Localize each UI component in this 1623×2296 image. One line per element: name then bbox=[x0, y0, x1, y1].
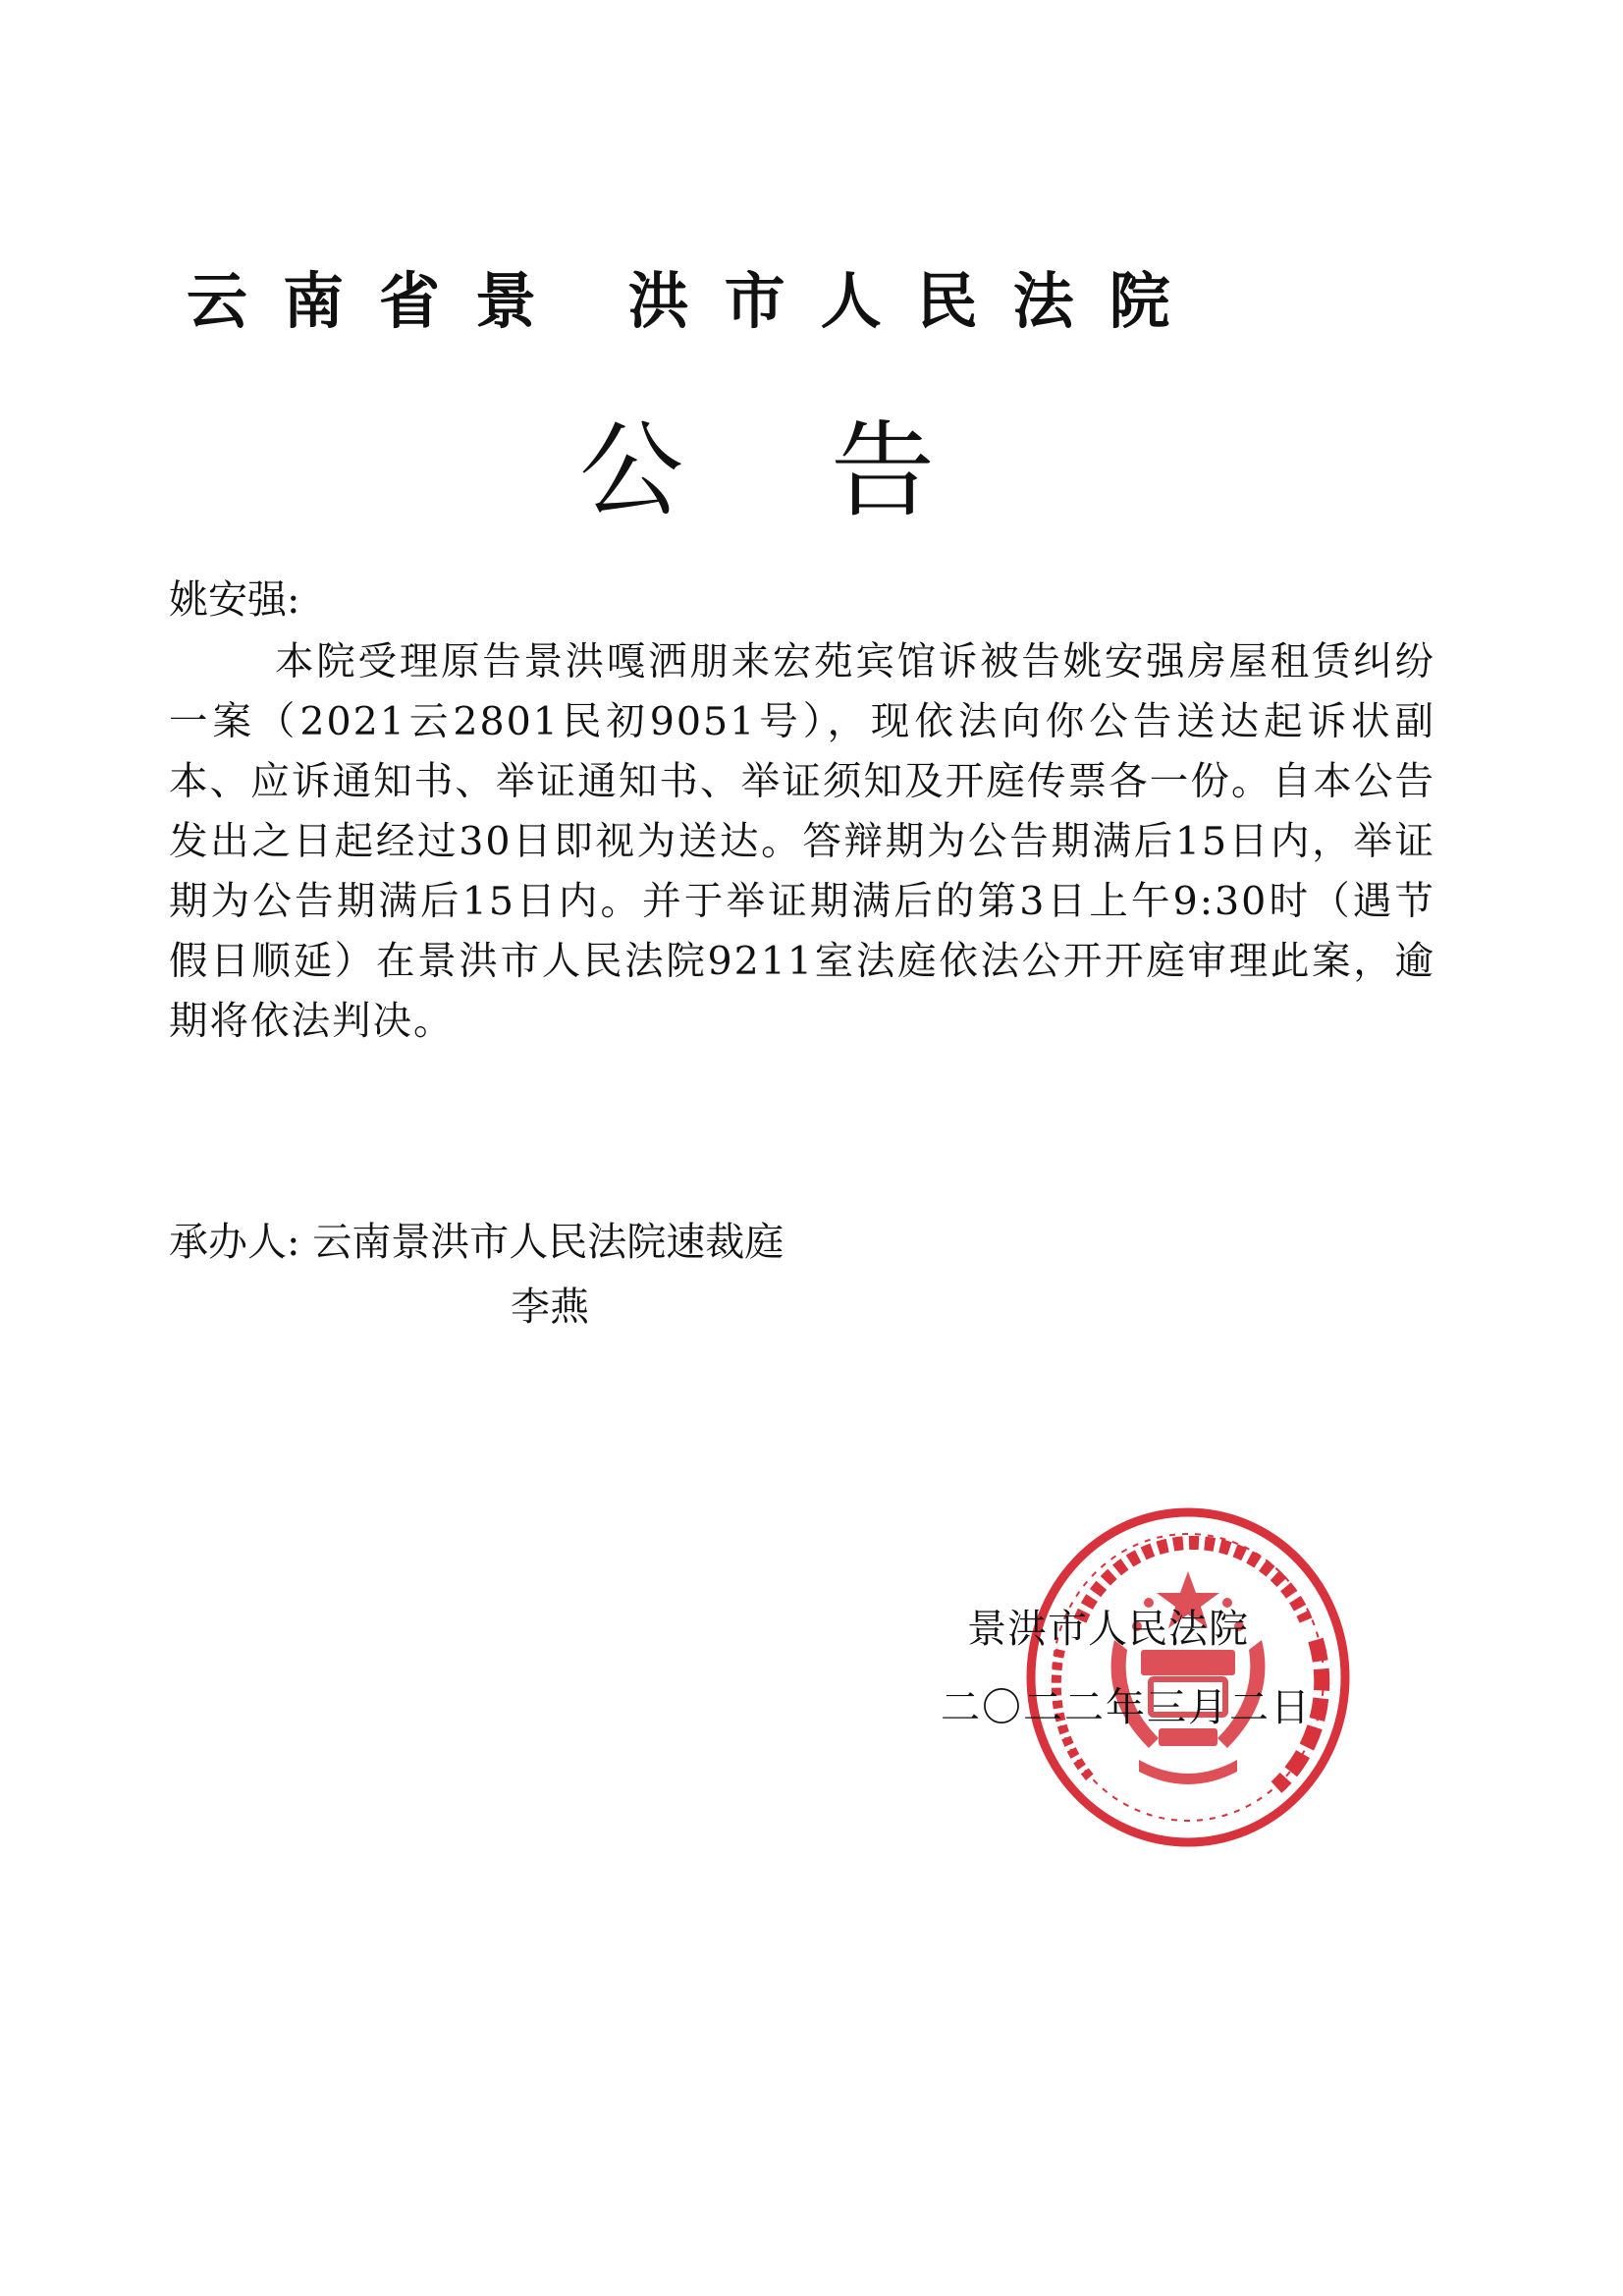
signature-date: 二〇二二年三月二日 bbox=[941, 1685, 1312, 1730]
court-name: 云南省景 洪市人民法院 bbox=[187, 265, 1206, 337]
addressee: 姚安强: bbox=[169, 577, 300, 623]
signature-court: 景洪市人民法院 bbox=[967, 1607, 1249, 1652]
handler-name: 李燕 bbox=[511, 1285, 589, 1330]
notice-body: 本院受理原告景洪嘎洒朋来宏苑宾馆诉被告姚安强房屋租赁纠纷一案（2021云2801民初9051号），现依法向你公告送达起诉状副本、应诉通知书、举证通知书、举证须知及开庭传票各一份。自本公告发出之日起经过30日即视为送达。答辩期为公告期满后15日内，举证期为公告期满后15日内。并于举证期满后的第3日上午9:30时（遇节假日顺延）在景洪市人民法院9211室法庭依法公开开庭审理此案，逾期将依法判决。 bbox=[169, 639, 1435, 1044]
handler-line: 承办人: 云南景洪市人民法院速裁庭 bbox=[169, 1220, 784, 1265]
document-title: 公告 bbox=[579, 410, 1082, 531]
